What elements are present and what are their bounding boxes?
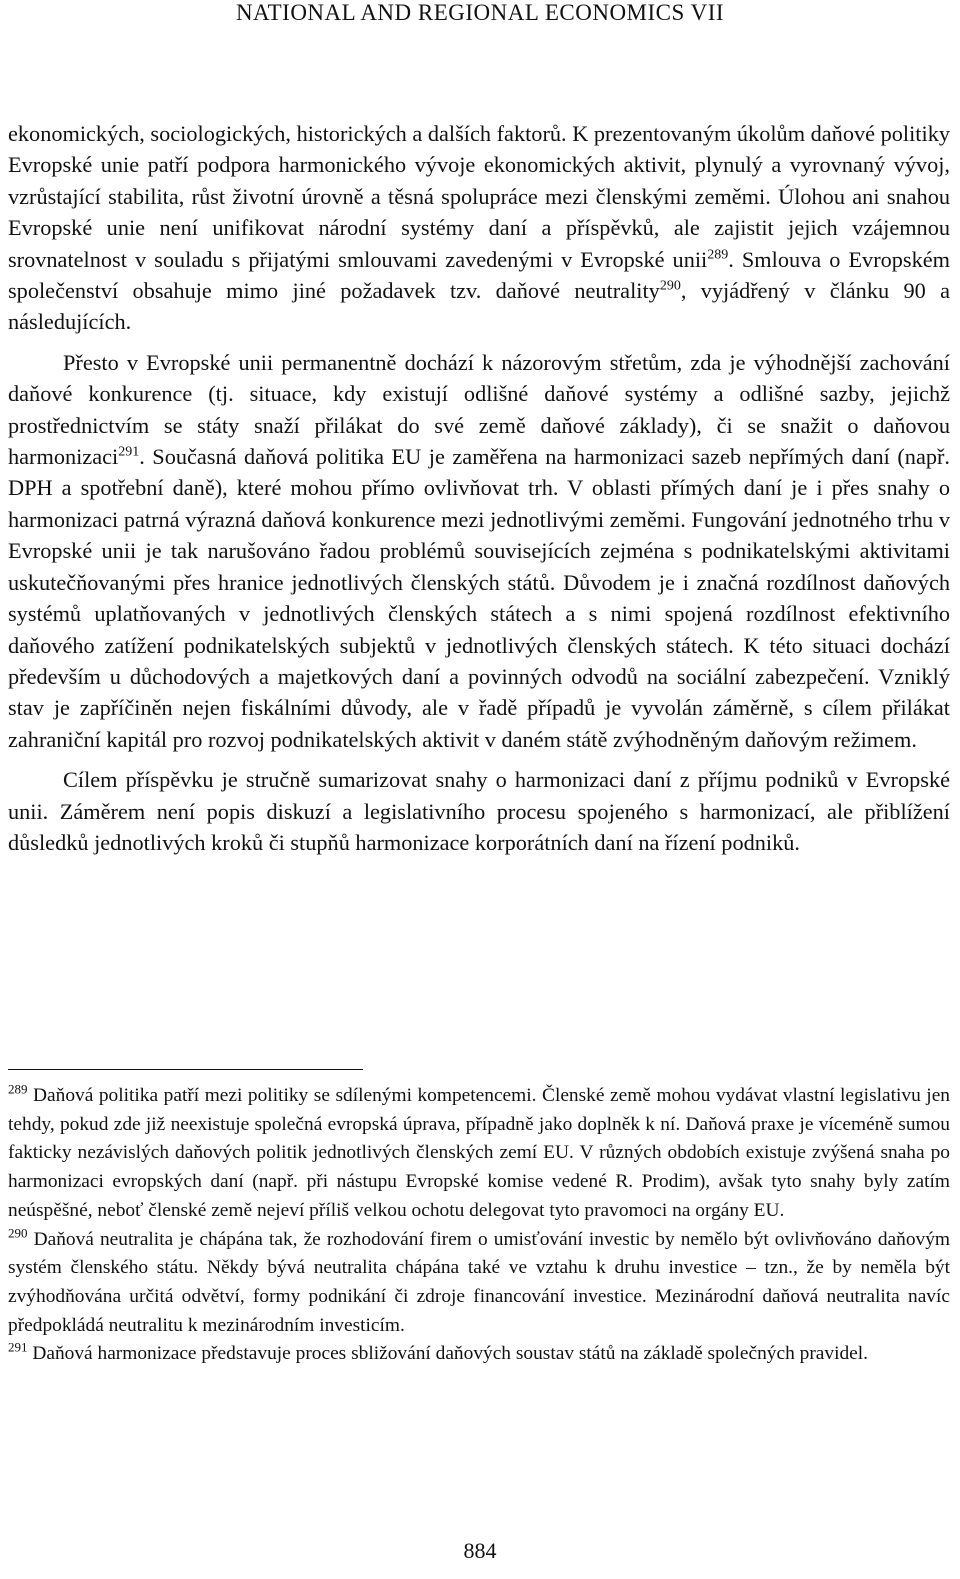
paragraph-2 <box>8 347 950 755</box>
footnote-text: Daňová neutralita je chápána tak, že rozhodování firem o umisťování investic by nemělo být ovlivňováno daňovým systém členského státu. Někdy bývá neutralita chápána také ve vztahu k druhu investice – tzn., že by neměla být zvýhodňována určitá odvětví, formy podnikání či zdroje financování investice. Mezinárodní daňová neutralita navíc předpokládá neutralitu k mezinárodním investicím. <box>8 1228 950 1336</box>
footnote-text: Daňová politika patří mezi politiky se sdílenými kompetencemi. Členské země mohou vydávat vlastní legislativu jen tehdy, pokud zde již neexistuje společná evropská úprava, případně jako doplněk k ní. Daňová praxe je víceméně sumou fakticky nezávislých daňových politik jednotlivých členských zemí EU. V různých obdobích existuje zvýšená snaha po harmonizaci evropských daní (např. při nástupu Evropské komise vedené R. Prodim), avšak tyto snahy byly zatím neúspěšné, neboť členské země nejeví příliš velkou ochotu delegovat tyto pravomoci na orgány EU. <box>8 1085 950 1221</box>
paragraph-text: . Smlouva o Evropském společenství obsahuje mimo jiné požadavek tzv. daňové neutrality <box>8 246 950 304</box>
paragraph-text: , vyjádřený v článku 90 a následujících. <box>8 278 950 335</box>
main-text <box>8 118 950 858</box>
footnotes <box>8 1082 950 1369</box>
footnote-number: 290 <box>8 1225 28 1241</box>
paragraph-text: Cílem příspěvku je stručně sumarizovat snahy o harmonizaci daní z příjmu podniků v Evropské unii. Záměrem není popis diskuzí a legislativního procesu spojeného s harmonizací, ale přiblížení důsledků jednotlivých kroků či stupňů harmonizace korporátních daní na řízení podniků. <box>8 767 950 855</box>
paragraph-1 <box>8 118 950 338</box>
paragraph-text: Přesto v Evropské unii permanentně dochází k názorovým střetům, zda je výhodnější zachování daňové konkurence (tj. situace, kdy existují odlišné daňové systémy a odlišné sazby, jejichž prostřednictvím se státy snaží přilákat do své země daňové základy), či se snažit o daňovou harmonizaci <box>8 349 950 470</box>
footnote-291 <box>8 1340 950 1369</box>
footnote-289 <box>8 1082 950 1226</box>
footnote-ref-289[interactable]: 289 <box>707 247 729 263</box>
running-header: NATIONAL AND REGIONAL ECONOMICS VII <box>235 0 725 25</box>
paragraph-3 <box>8 764 950 858</box>
footnote-number: 291 <box>8 1339 28 1355</box>
paragraph-text: ekonomických, sociologických, historických a dalších faktorů. K prezentovaným úkolům daňové politiky Evropské unie patří podpora harmonického vývoje ekonomických aktivit, plynulý a vyrovnaný vývoj, vzrůstající stabilita, růst životní úrovně a těsná spolupráce mezi členskými zeměmi. Úlohou ani snahou Evropské unie není unifikovat národní systémy daní a příspěvků, ale zajistit jejich vzájemnou srovnatelnost v souladu s přijatými smlouvami zavedenými v Evropské unii <box>8 121 950 272</box>
footnote-290 <box>8 1226 950 1341</box>
page-number: 884 <box>463 1538 497 1563</box>
footnote-ref-291[interactable]: 291 <box>118 444 140 460</box>
footnote-ref-290[interactable]: 290 <box>659 278 681 294</box>
footnote-text: Daňová harmonizace představuje proces sbližování daňových soustav států na základě společných pravidel. <box>27 1343 869 1365</box>
footnote-number: 289 <box>8 1081 28 1097</box>
footnote-separator <box>8 1069 363 1070</box>
paragraph-text: . Současná daňová politika EU je zaměřena na harmonizaci sazeb nepřímých daní (např. DPH a spotřební daně), které mohou přímo ovlivňovat trh. V oblasti přímých daní je i přes snahy o harmonizaci patrná výrazná daňová konkurence mezi jednotlivými zeměmi. Fungování jednotného trhu v Evropské unii je tak narušováno řadou problémů souvisejících zejména s podnikatelskými aktivitami uskutečňovanými přes hranice jednotlivých členských států. Důvodem je i značná rozdílnost daňových systémů uplatňovaných v jednotlivých členských státech a s nimi spojená rozdílnost efektivního daňového zatížení podnikatelských subjektů v jednotlivých členských státech. K této situaci dochází především u důchodových a majetkových daní a povinných odvodů na sociální zabezpečení. Vzniklý stav je zapříčiněn nejen fiskálními důvody, ale v řadě případů je vyvolán záměrně, s cílem přilákat zahraniční kapitál pro rozvoj podnikatelských aktivit v daném státě zvýhodněným daňovým režimem. <box>8 444 950 752</box>
